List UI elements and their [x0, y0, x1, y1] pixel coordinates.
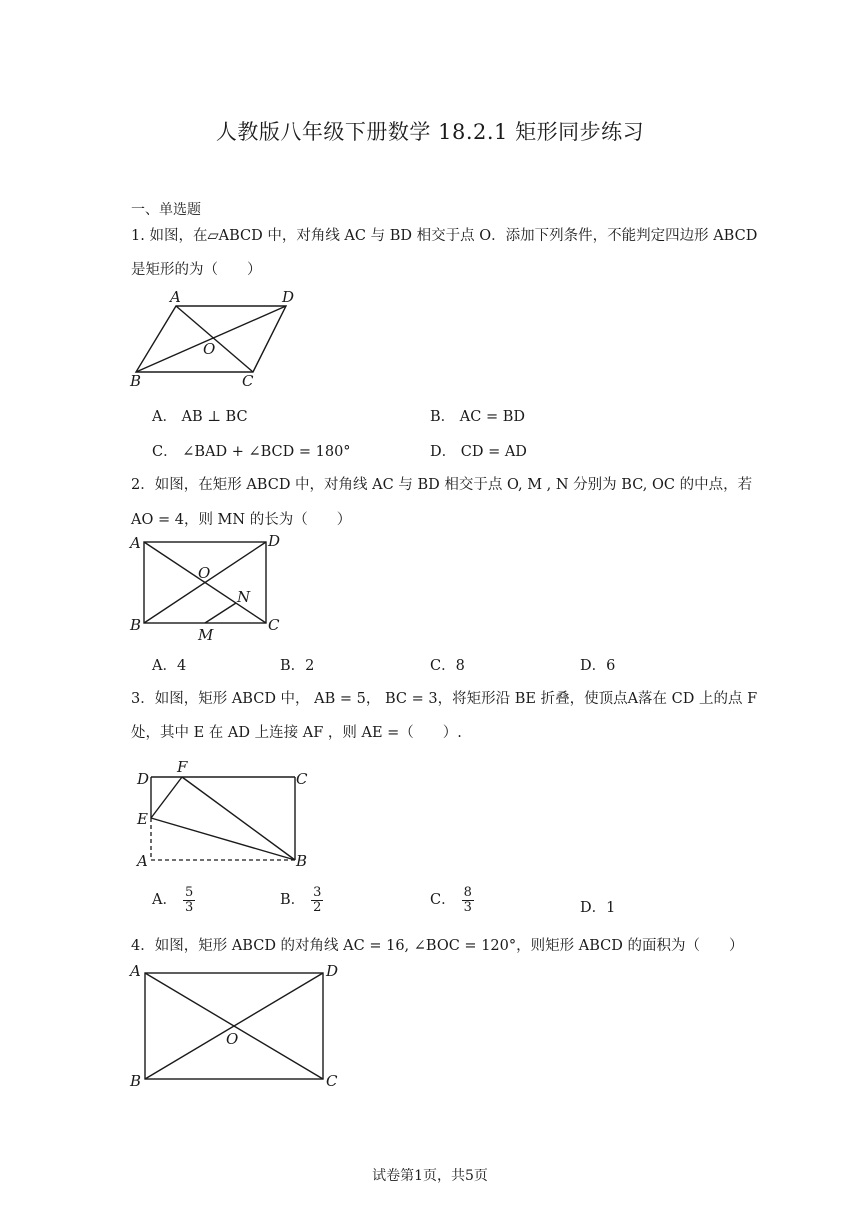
- q3-option-a: A． $\frac{5}{3}$: [152, 885, 194, 915]
- q1-stem-line-1: 1. 如图，在▱ABCD 中，对角线 AC 与 BD 相交于点 O．添加下列条件，不能判定四边形 ABCD: [131, 228, 758, 244]
- q1-option-b: B． AC = BD: [430, 409, 525, 425]
- q3-option-c: C． $\frac{8}{3}$: [430, 885, 472, 915]
- q1-option-a: A． AB ⊥ BC: [152, 409, 248, 425]
- q1-label-a: A: [170, 288, 181, 306]
- q3-label-e: E: [137, 810, 148, 828]
- q4-label-d: D: [326, 962, 339, 980]
- q3-label-d: D: [137, 770, 150, 788]
- q3-label-a: A: [137, 852, 148, 870]
- q1-label-d: D: [282, 288, 295, 306]
- q1-label-b: B: [130, 372, 142, 390]
- q1-option-d: D． CD = AD: [430, 444, 527, 460]
- q2-stem-line-1: 2．如图，在矩形 ABCD 中，对角线 AC 与 BD 相交于点 O, M , N 分别为 BC, OC 的中点，若: [131, 477, 753, 493]
- q4-label-c: C: [326, 1072, 338, 1090]
- q2-label-m: M: [198, 626, 214, 644]
- q2-option-a: A．4: [152, 658, 187, 674]
- q4-stem-line-1: 4．如图，矩形 ABCD 的对角线 AC = 16, ∠BOC = 120°，则矩形 ABCD 的面积为（ ）: [131, 938, 744, 954]
- q4-label-a: A: [130, 962, 141, 980]
- q2-label-c: C: [268, 616, 280, 634]
- q3-option-b: B． $\frac{3}{2}$: [280, 885, 322, 915]
- page-title: 人教版八年级下册数学 18.2.1 矩形同步练习: [215, 120, 645, 144]
- section-heading: 一、单选题: [131, 202, 201, 218]
- q2-option-c: C．8: [430, 658, 465, 674]
- q4-label-b: B: [130, 1072, 142, 1090]
- q3-stem-line-1: 3．如图，矩形 ABCD 中， AB = 5， BC = 3，将矩形沿 BE 折叠，使顶点A落在 CD 上的点 F: [131, 691, 758, 707]
- q2-stem-line-2: AO = 4，则 MN 的长为（ ）: [131, 512, 352, 528]
- q2-option-b: B．2: [280, 658, 315, 674]
- q2-label-b: B: [130, 616, 142, 634]
- q1-option-c: C． ∠BAD + ∠BCD = 180°: [152, 444, 351, 460]
- q2-option-d: D．6: [580, 658, 616, 674]
- q3-label-b: B: [296, 852, 308, 870]
- q3-option-d: D．1: [580, 900, 616, 916]
- q2-label-o: O: [198, 564, 211, 582]
- q2-label-d: D: [268, 532, 281, 550]
- q2-label-a: A: [130, 534, 141, 552]
- fraction: $\frac{3}{2}$: [313, 885, 322, 915]
- fraction: $\frac{8}{3}$: [463, 885, 472, 915]
- q3-label-f: F: [177, 758, 188, 776]
- q1-label-c: C: [242, 372, 254, 390]
- fraction: $\frac{5}{3}$: [184, 885, 194, 915]
- q3-label-c: C: [296, 770, 308, 788]
- q2-label-n: N: [237, 588, 251, 606]
- q3-stem-line-2: 处，其中 E 在 AD 上连接 AF ，则 AE =（ ）.: [131, 725, 462, 741]
- q1-label-o: O: [203, 340, 216, 358]
- q1-stem-line-2: 是矩形的为（ ）: [131, 262, 262, 278]
- page-footer: 试卷第1页，共5页: [372, 1168, 488, 1184]
- q4-label-o: O: [226, 1030, 239, 1048]
